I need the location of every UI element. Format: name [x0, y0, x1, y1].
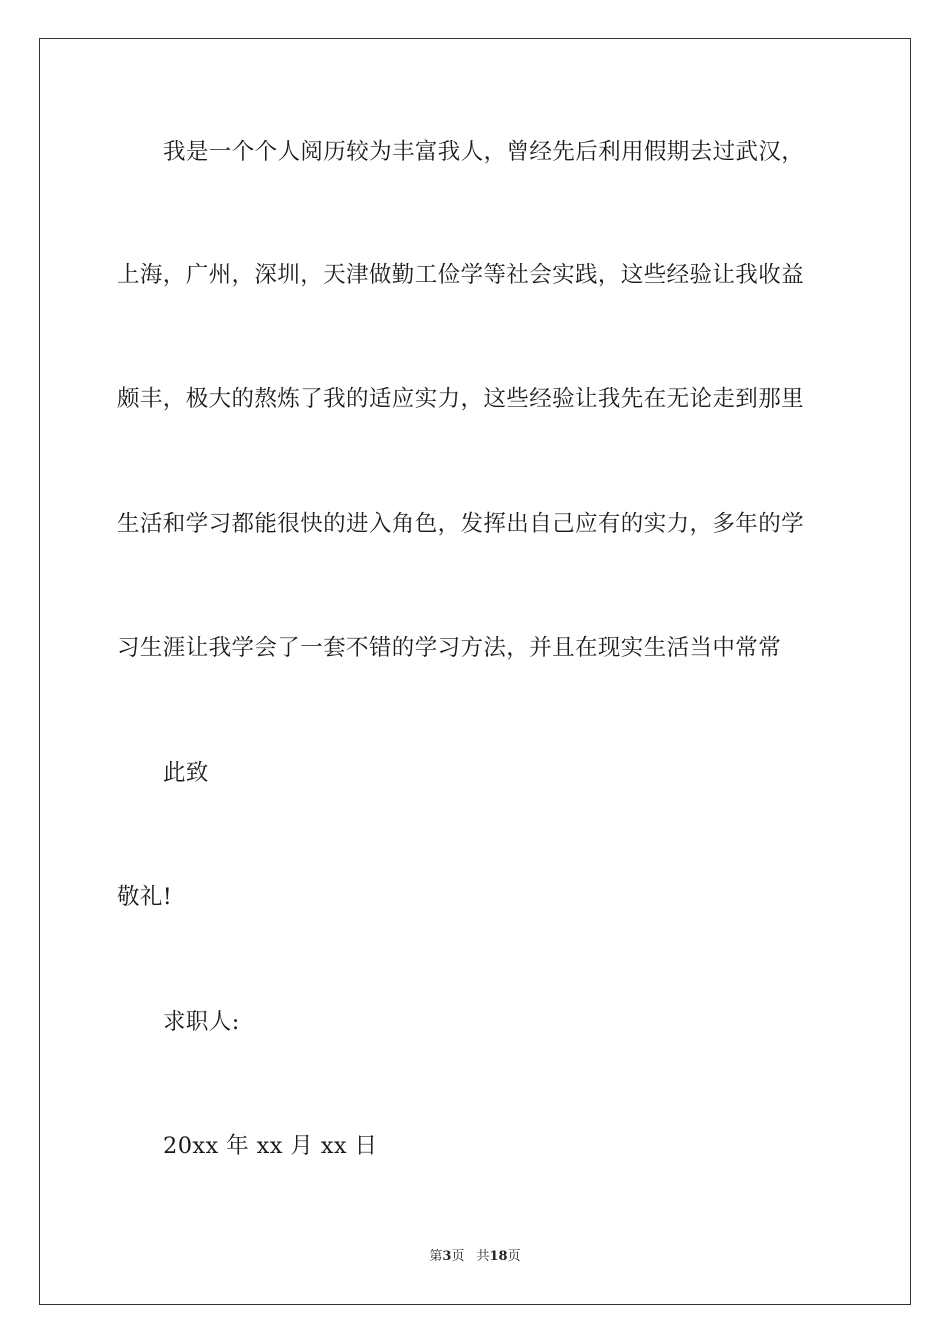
closing-text: 此致: [163, 760, 209, 786]
body-line-4: 生活和学习都能很快的进入角色，发挥出自己应有的实力，多年的学: [117, 511, 805, 537]
footer-total-suffix: 页: [507, 1249, 521, 1264]
page-border: [39, 38, 911, 1305]
date-text: 20xx 年 xx 月 xx 日: [163, 1133, 378, 1159]
body-line-3: 颇丰，极大的熬炼了我的适应实力，这些经验让我先在无论走到那里: [117, 386, 805, 412]
body-line-2: 上海，广州，深圳，天津做勤工俭学等社会实践，这些经验让我收益: [117, 262, 805, 288]
body-line-1: 我是一个个人阅历较为丰富我人，曾经先后利用假期去过武汉，: [163, 139, 805, 165]
page-footer: [0, 1248, 950, 1266]
footer-page-prefix: 第: [429, 1249, 443, 1264]
body-line-5: 习生涯让我学会了一套不错的学习方法，并且在现实生活当中常常: [117, 635, 782, 661]
footer-total-prefix: 共: [476, 1249, 490, 1264]
footer-page-number: 3: [442, 1249, 452, 1264]
signature-label: 求职人:: [163, 1009, 240, 1035]
footer-total-number: 18: [489, 1249, 508, 1264]
footer-page-suffix: 页: [451, 1249, 465, 1264]
salute-text: 敬礼!: [117, 884, 173, 910]
